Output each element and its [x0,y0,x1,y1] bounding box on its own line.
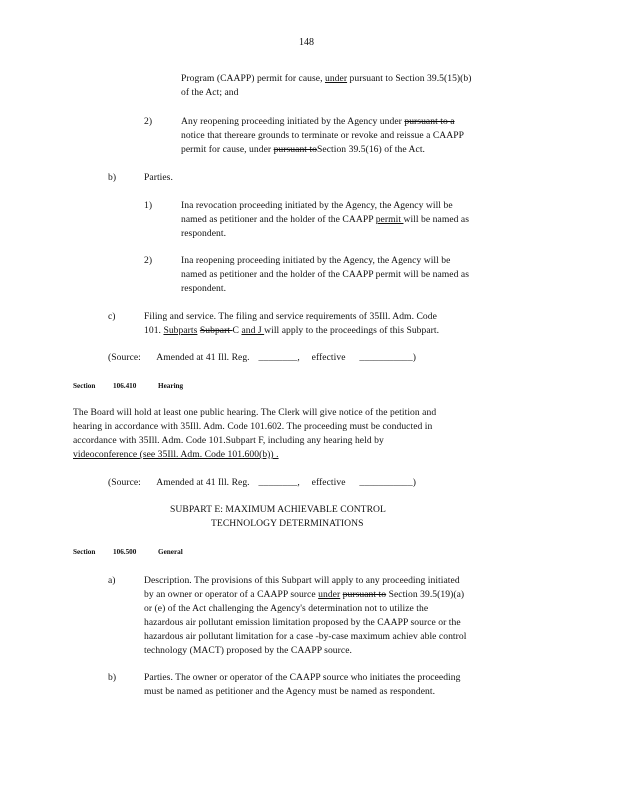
source-text: Amended at 41 Ill. Reg. [156,477,250,488]
inserted-text-line: videoconference (see 35Ill. Adm. Code 101.600(b)) . [73,449,279,460]
text-run: Program (CAAPP) permit for cause, [181,73,325,84]
item-marker: 2) [144,116,153,127]
text-line: respondent. [181,283,227,294]
text-line: Ina reopening proceeding initiated by the Agency, the Agency will be [181,255,451,266]
effective-label: effective [311,477,346,488]
text-run: C [232,325,242,336]
text-line [144,588,464,602]
text-run: will be named as [403,214,470,225]
text-line: hazardous air pollutant emission limitation proposed by the CAAPP source or the [144,617,461,628]
inserted-text: under [318,589,341,600]
inserted-text: under [324,73,348,84]
text-run: permit for cause, under [181,144,274,155]
text-run: pursuant to Section 39.5(15)(b) [347,73,472,84]
text-line: of the Act; and [181,87,239,98]
item-marker: c) [108,311,116,322]
item-marker: 1) [144,200,153,211]
section-number: 106.410 [113,382,137,390]
text-run: Section 39.5(19)(a) [386,589,465,600]
blank-line: ________ [258,352,298,363]
text-line [144,324,439,338]
text-run: named as petitioner and the holder of the CAAPP [181,214,376,225]
section-label: Section [73,548,96,556]
section-label: Section [73,382,96,390]
text-run: by an owner or operator of a CAAPP source [144,589,319,600]
text-run: ) [412,352,416,363]
item-marker: a) [108,575,116,586]
text-line: or (e) of the Act challenging the Agency's determination not to utilize the [144,603,429,614]
text-run: will apply to the proceedings of this Subpart. [264,325,440,336]
item-marker: b) [108,672,117,683]
inserted-text: permit [375,214,404,225]
inserted-text: and J [241,325,265,336]
blank-line: ___________ [359,352,413,363]
deleted-text: pursuant to [342,589,387,600]
section-title: Hearing [158,382,184,390]
source-text: Amended at 41 Ill. Reg. [156,352,250,363]
text-line: hazardous air pollutant limitation for a case -by-case maximum achiev able control [144,631,467,642]
text-run: Section 39.5(16) of the Act. [317,144,426,155]
text-run: Any reopening proceeding initiated by the Agency under [181,116,405,127]
source-note [108,351,416,365]
page-number: 148 [299,37,314,48]
deleted-text: pursuant to [273,144,318,155]
text-line: must be named as petitioner and the Agency must be named as respondent. [144,686,436,697]
text-line [181,115,455,129]
subpart-heading: SUBPART E: MAXIMUM ACHIEVABLE CONTROL [170,504,386,515]
deleted-text: pursuant to a [404,116,455,127]
inserted-text: Subparts [163,325,198,336]
text-line [181,72,472,86]
source-label: (Source: [108,477,141,488]
text-line: hearing in accordance with 35Ill. Adm. Code 101.602. The proceeding must be conducted in [73,421,433,432]
text-line [181,143,425,157]
text-line: technology (MACT) proposed by the CAAPP source. [144,645,352,656]
text-line: The Board will hold at least one public hearing. The Clerk will give notice of the petition and [73,407,437,418]
item-marker: 2) [144,255,153,266]
text-line: Filing and service. The filing and service requirements of 35Ill. Adm. Code [144,311,437,322]
effective-label: effective [311,352,346,363]
text-line: accordance with 35Ill. Adm. Code 101.Subpart F, including any hearing held by [73,435,384,446]
text-run: 101. [144,325,164,336]
text-line: Parties. The owner or operator of the CAAPP source who initiates the proceeding [144,672,461,683]
text-line: named as petitioner and the holder of the CAAPP permit will be named as [181,269,470,280]
text-run: ) [412,477,416,488]
text-line: notice that thereare grounds to terminate or revoke and reissue a CAAPP [181,130,465,141]
subsection-heading: Parties. [144,172,173,183]
blank-line: ___________ [359,477,413,488]
text-run: , [297,352,300,363]
text-line [181,213,469,227]
text-line: Ina revocation proceeding initiated by the Agency, the Agency will be [181,200,453,211]
subpart-heading: TECHNOLOGY DETERMINATIONS [211,518,364,529]
blank-line: ________ [258,477,298,488]
section-title: General [158,548,183,556]
deleted-text: Subpart [199,325,233,336]
text-run: , [297,477,300,488]
item-marker: b) [108,172,117,183]
text-line: respondent. [181,228,227,239]
source-note [108,476,416,490]
text-line: Description. The provisions of this Subpart will apply to any proceeding initiated [144,575,460,586]
section-number: 106.500 [113,548,137,556]
source-label: (Source: [108,352,141,363]
